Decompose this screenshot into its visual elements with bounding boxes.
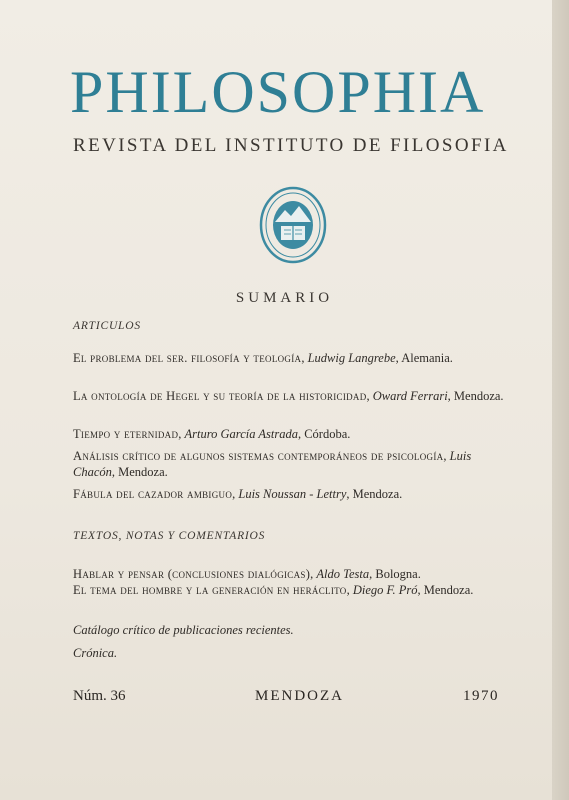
article-title: El problema del ser. filosofía y teología xyxy=(73,351,302,365)
text-entry: El tema del hombre y la generación en heráclito, Diego F. Pró, Mendoza. xyxy=(73,583,474,597)
article-entry: Fábula del cazador ambiguo, Luis Noussan - Lettry, Mendoza. xyxy=(73,487,403,501)
catalog-label: Catálogo crítico de publicaciones recientes. xyxy=(73,623,294,637)
text-author: Diego F. Pró xyxy=(352,583,418,597)
article-title: Fábula del cazador ambiguo xyxy=(73,487,233,501)
article-author: Oward Ferrari xyxy=(372,389,448,403)
journal-subtitle: REVISTA DEL INSTITUTO DE FILOSOFIA xyxy=(73,135,509,156)
text-title: Hablar y pensar (conclusiones dialógicas) xyxy=(73,567,311,581)
chronicle-label: Crónica. xyxy=(73,646,118,660)
article-entry: El problema del ser. filosofía y teología, Ludwig Langrebe, Alemania. xyxy=(73,351,453,365)
issue-city: MENDOZA xyxy=(255,688,344,704)
article-place: Mendoza. xyxy=(453,389,504,403)
article-title: Análisis crítico de algunos sistemas contemporáneos de psicología xyxy=(73,449,444,463)
articles-heading: ARTICULOS xyxy=(73,320,141,332)
article-author: Luis Chacón xyxy=(73,449,472,479)
article-place: Mendoza. xyxy=(118,465,168,479)
text-place: Bologna. xyxy=(375,567,421,581)
text-entry: Hablar y pensar (conclusiones dialógicas), Aldo Testa, Bologna. xyxy=(73,567,421,581)
article-place: Córdoba. xyxy=(304,427,351,441)
article-entry: La ontología de Hegel y su teoría de la historicidad, Oward Ferrari, Mendoza. xyxy=(73,389,504,403)
text-author: Aldo Testa xyxy=(316,567,370,581)
page-edge xyxy=(552,0,569,800)
text-place: Mendoza. xyxy=(423,583,474,597)
journal-title: PHILOSOPHIA xyxy=(70,59,486,125)
summary-heading: SUMARIO xyxy=(235,290,334,306)
article-author: Arturo García Astrada xyxy=(184,427,298,441)
catalog-entry xyxy=(73,622,505,638)
article-title: La ontología de Hegel y su teoría de la historicidad xyxy=(73,389,367,403)
texts-heading: TEXTOS, NOTAS Y COMENTARIOS xyxy=(73,530,266,542)
article-place: Alemania. xyxy=(401,351,453,365)
article-author: Ludwig Langrebe xyxy=(307,351,396,365)
issue-number: Núm. 36 xyxy=(73,688,126,704)
issue-year: 1970 xyxy=(463,688,499,704)
article-entry: Análisis crítico de algunos sistemas contemporáneos de psicología, Luis Chacón, Mendoza. xyxy=(73,449,472,479)
article-entry: Tiempo y eternidad, Arturo García Astrada, Córdoba. xyxy=(73,427,351,441)
article-place: Mendoza. xyxy=(352,487,403,501)
text-title: El tema del hombre y la generación en heráclito xyxy=(73,583,347,597)
chronicle-entry xyxy=(73,645,505,661)
article-title: Tiempo y eternidad xyxy=(73,427,179,441)
article-author: Luis Noussan - Lettry xyxy=(238,487,347,501)
institute-seal-icon xyxy=(259,186,327,264)
